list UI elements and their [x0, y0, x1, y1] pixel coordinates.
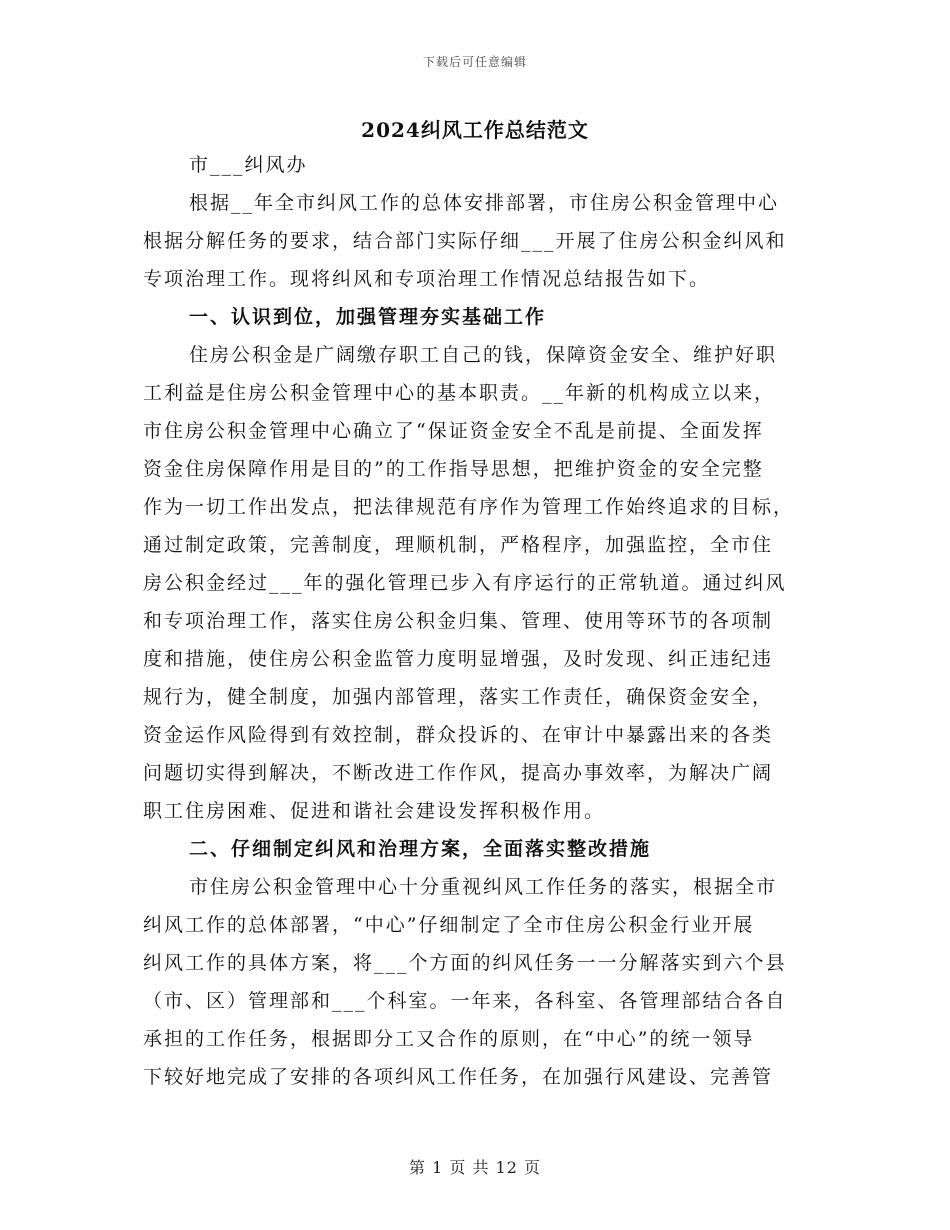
- paragraph-line: 专项治理工作。现将纠风和专项治理工作情况总结报告如下。: [143, 268, 711, 290]
- author-line: 市___纠风办: [189, 154, 308, 176]
- paragraph-line: 资金住房保障作用是目的”的工作指导思想，把维护资金的安全完整: [143, 458, 764, 480]
- paragraph-line: 工利益是住房公积金管理中心的基本职责。__年新的机构成立以来，: [143, 382, 776, 404]
- paragraph-line: 下较好地完成了安排的各项纠风工作任务，在加强行风建设、完善管: [143, 1066, 774, 1088]
- paragraph-line: 住房公积金是广阔缴存职工自己的钱，保障资金安全、维护好职: [189, 344, 778, 366]
- paragraph-line: 和专项治理工作，落实住房公积金归集、管理、使用等环节的各项制: [143, 610, 774, 632]
- paragraph-line: 资金运作风险得到有效控制，群众投诉的、在审计中暴露出来的各类: [143, 724, 774, 746]
- section-heading-1: 一、认识到位，加强管理夯实基础工作: [189, 306, 547, 328]
- paragraph-line: 市住房公积金管理中心确立了“保证资金安全不乱是前提、全面发挥: [143, 420, 764, 442]
- paragraph-line: 规行为，健全制度，加强内部管理，落实工作责任，确保资金安全，: [143, 686, 774, 708]
- paragraph-line: 市住房公积金管理中心十分重视纠风工作任务的落实，根据全市: [189, 876, 778, 898]
- paragraph-line: 作为一切工作出发点，把法律规范有序作为管理工作始终追求的目标，: [143, 496, 795, 518]
- paragraph-line: 纠风工作的具体方案，将___个方面的纠风任务一一分解落实到六个县: [143, 952, 787, 974]
- page-number: 第 1 页 共 12 页: [409, 1158, 541, 1177]
- paragraph-line: （市、区）管理部和___个科室。一年来，各科室、各管理部结合各自: [143, 990, 787, 1012]
- paragraph-line: 根据分解任务的要求，结合部门实际仔细___开展了住房公积金纠风和: [143, 230, 787, 252]
- paragraph-line: 纠风工作的总体部署，“中心”仔细制定了全市住房公积金行业开展: [143, 914, 755, 936]
- paragraph-line: 通过制定政策，完善制度，理顺机制，严格程序，加强监控，全市住: [143, 534, 774, 556]
- paragraph-line: 房公积金经过___年的强化管理已步入有序运行的正常轨道。通过纠风: [143, 572, 787, 594]
- paragraph-line: 根据__年全市纠风工作的总体安排部署，市住房公积金管理中心: [189, 192, 780, 214]
- paragraph-line: 职工住房困难、促进和谐社会建设发挥积极作用。: [143, 800, 606, 822]
- header-note: 下载后可任意编辑: [422, 55, 527, 69]
- paragraph-line: 度和措施，使住房公积金监管力度明显增强，及时发现、纠正违纪违: [143, 648, 774, 670]
- paragraph-line: 承担的工作任务，根据即分工又合作的原则，在“中心”的统一领导: [143, 1028, 755, 1050]
- paragraph-line: 问题切实得到解决，不断改进工作作风，提高办事效率，为解决广阔: [143, 762, 774, 784]
- document-title: 2024纠风工作总结范文: [361, 118, 589, 142]
- section-heading-2: 二、仔细制定纠风和治理方案，全面落实整改措施: [189, 838, 652, 860]
